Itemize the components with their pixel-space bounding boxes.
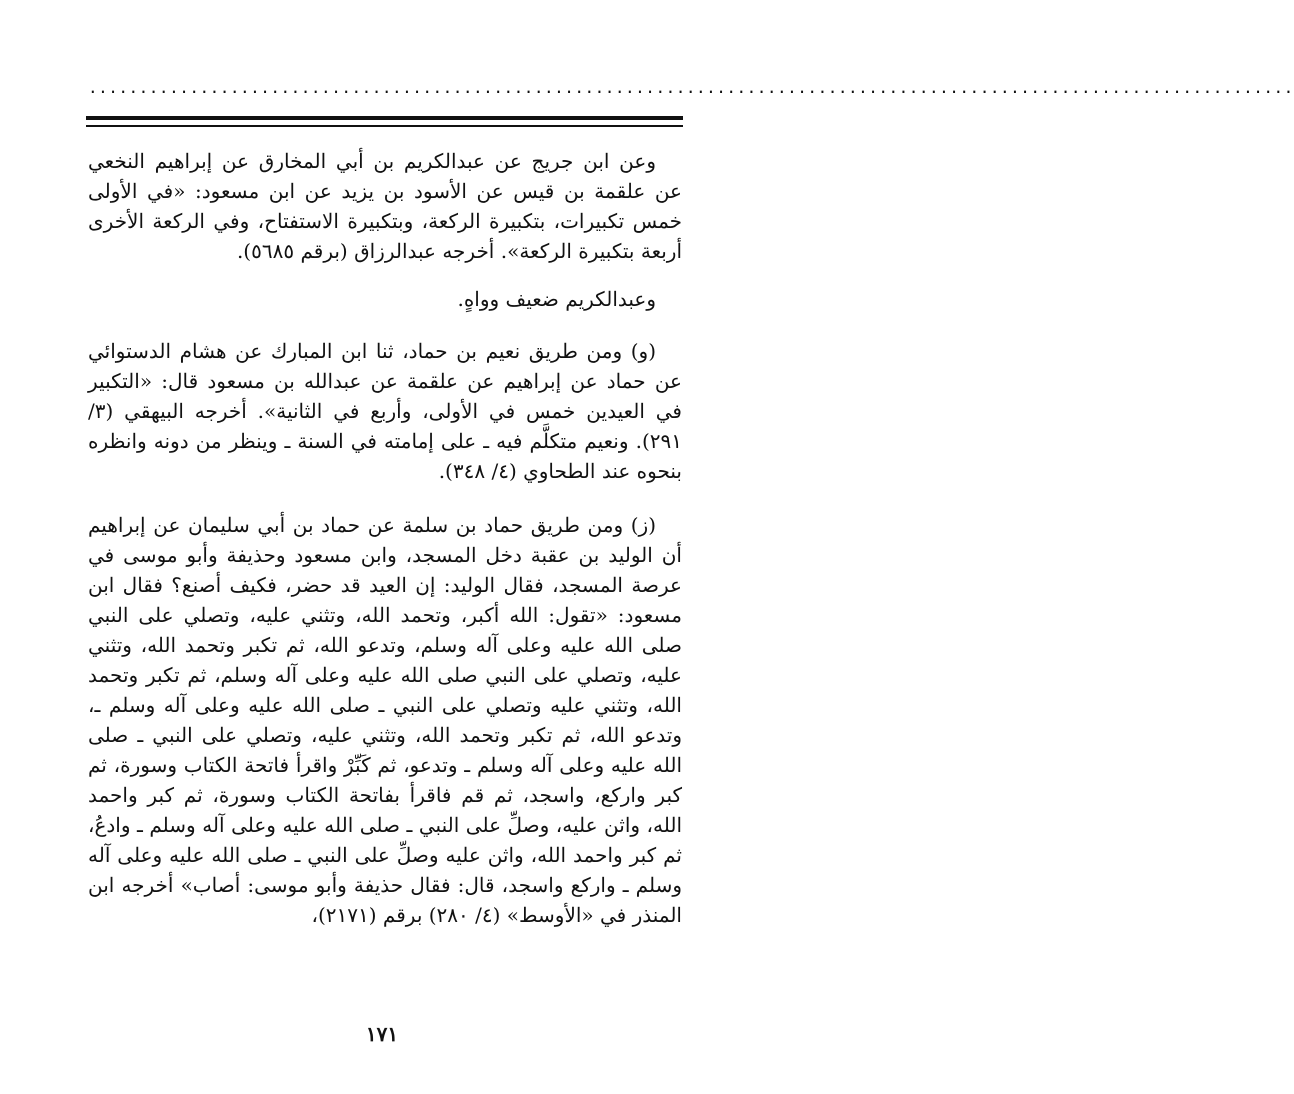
body-text xyxy=(88,146,682,954)
paragraph-abdulkarim-weak: وعبدالكريم ضعيف وواهٍ. xyxy=(457,287,656,311)
dotted-separator: ....................................................................................................................... xyxy=(88,78,1294,97)
paragraph-waw-nuaym: (و) ومن طريق نعيم بن حماد، ثنا ابن المبارك عن هشام الدستوائي عن حماد عن إبراهيم عن علقمة عن عبدالله بن مسعود قال: «التكبير في العيدين خمس في الأولى، وأربع في الثانية». أخرجه البيهقي (٣/ ٢٩١). ونعيم متكلَّم فيه ـ على إمامته في السنة ـ وينظر من دونه وانظره بنحوه عند الطحاوي (٤/ ٣٤٨). xyxy=(88,339,682,483)
paragraph-ibn-jurayj: وعن ابن جريج عن عبدالكريم بن أبي المخارق عن إبراهيم النخعي عن علقمة بن قيس عن الأسود بن يزيد عن ابن مسعود: «في الأولى خمس تكبيرات، بتكبيرة الركعة، وبتكبيرة الاستفتاح، وفي الركعة الأخرى أربعة بتكبيرة الركعة». أخرجه عبدالرزاق (برقم ٥٦٨٥). xyxy=(88,149,682,263)
page-number: ١٧١ xyxy=(365,1022,399,1046)
paragraph-zay-hammad: (ز) ومن طريق حماد بن سلمة عن حماد بن أبي سليمان عن إبراهيم أن الوليد بن عقبة دخل المسجد، وابن مسعود وحذيفة وأبو موسى في عرصة المسجد، فقال الوليد: إن العيد قد حضر، فكيف أصنع؟ فقال ابن مسعود: «تقول: الله أكبر، وتحمد الله، وتثني عليه، وتصلي على النبي صلى الله عليه وعلى آله وسلم، وتدعو الله، ثم تكبر وتحمد الله، وتثني عليه، وتصلي على النبي صلى الله عليه وعلى آله وسلم، ثم تكبر وتحمد الله، وتثني عليه وتصلي على النبي ـ صلى الله عليه وعلى آله وسلم ـ، وتدعو الله، ثم تكبر وتحمد الله، وتثني عليه، وتصلي على النبي ـ صلى الله عليه وعلى آله وسلم ـ وتدعو، ثم كَبِّرْ واقرأ فاتحة الكتاب وسورة، ثم كبر واركع، واسجد، ثم قم فاقرأ بفاتحة الكتاب وسورة، ثم كبر واحمد الله، واثن عليه، وصلِّ على النبي ـ صلى الله عليه وعلى آله وسلم ـ وادعُ، ثم كبر واحمد الله، واثن عليه وصلِّ على النبي ـ صلى الله عليه وعلى آله وسلم ـ واركع واسجد، قال: فقال حذيفة وأبو موسى: أصاب» أخرجه ابن المنذر في «الأوسط» (٤/ ٢٨٠) برقم (٢١٧١)، xyxy=(88,513,683,927)
header-rule-thin xyxy=(86,125,683,127)
header-rule-thick xyxy=(86,116,683,120)
